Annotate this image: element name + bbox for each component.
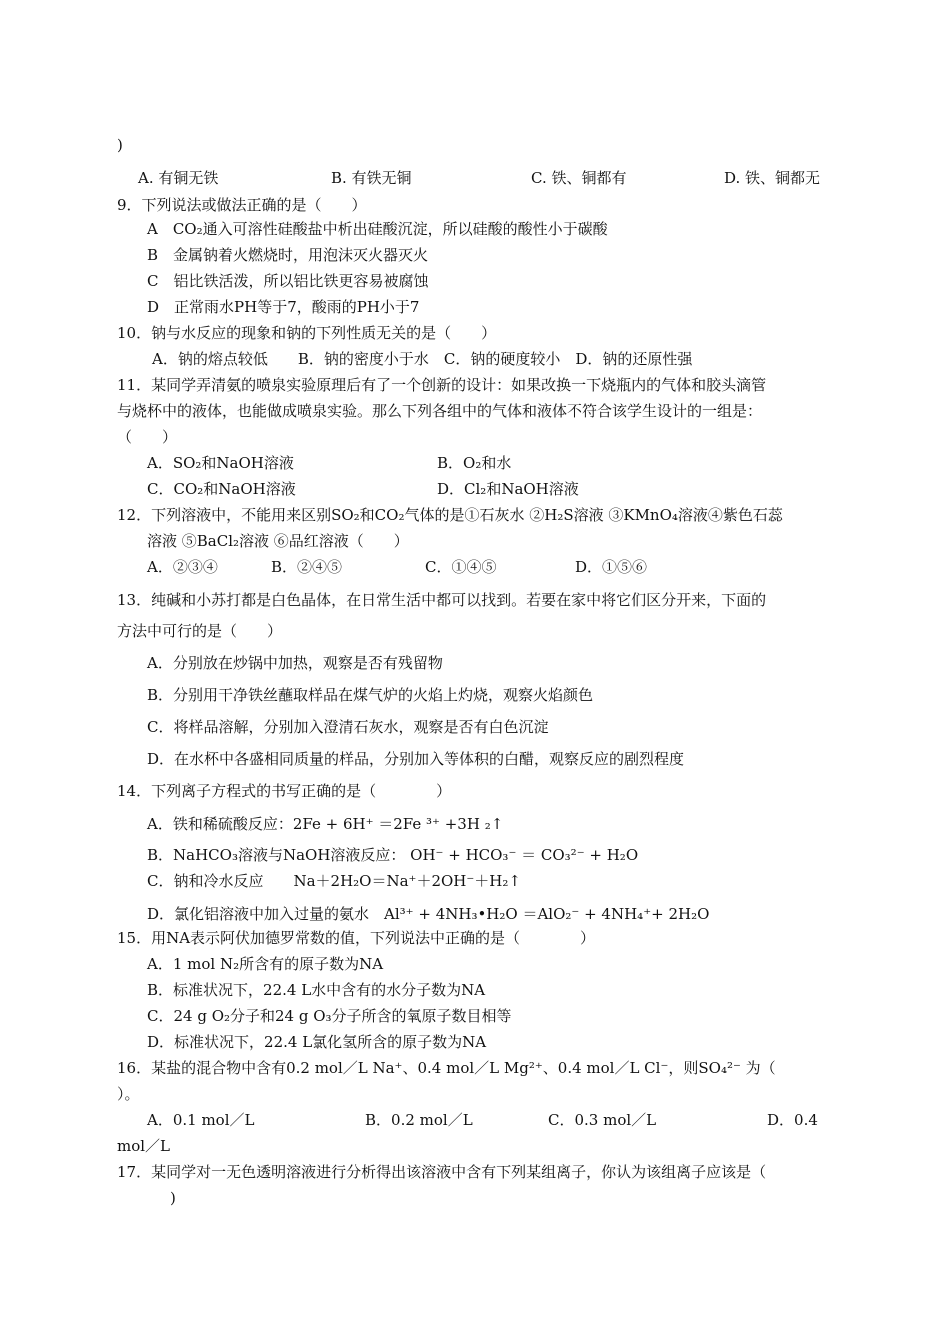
text-line: 溶液 ⑤BaCl₂溶液 ⑥品红溶液（ ） xyxy=(147,532,409,550)
question-9: 9．下列说法或做法正确的是（ ） xyxy=(117,196,367,214)
text-line: A．分别放在炒锅中加热，观察是否有残留物 xyxy=(147,654,443,672)
question-15: 15．用NA表示阿伏加德罗常数的值，下列说法中正确的是（ ） xyxy=(117,929,596,947)
question-14: 14．下列离子方程式的书写正确的是（ ） xyxy=(117,782,452,800)
option: D．0.4 xyxy=(767,1111,818,1129)
text-line: B 金属钠着火燃烧时，用泡沫灭火器灭火 xyxy=(147,246,429,264)
text-line: A．钠的熔点较低 B．钠的密度小于水 C．钠的硬度较小 D．钠的还原性强 xyxy=(152,350,693,368)
text-line: ）。 xyxy=(117,1085,140,1103)
text-line: （ ） xyxy=(117,428,178,446)
option: D．①⑤⑥ xyxy=(575,558,648,576)
text-line: C．24 g O₂分子和24 g O₃分子所含的氧原子数目相等 xyxy=(147,1007,512,1025)
text-line: B．分别用干净铁丝蘸取样品在煤气炉的火焰上灼烧，观察火焰颜色 xyxy=(147,686,594,704)
text-line: D．氯化铝溶液中加入过量的氨水 Al³⁺ + 4NH₃•H₂O ＝AlO₂⁻ + 4NH₄⁺+ 2H₂O xyxy=(147,905,710,923)
question-16: 16．某盐的混合物中含有0.2 mol／L Na⁺、0.4 mol／L Mg²⁺、0.4 mol／L Cl⁻，则SO₄²⁻ 为（ xyxy=(117,1059,776,1077)
option: C．CO₂和NaOH溶液 xyxy=(147,480,296,498)
text-line: B．NaHCO₃溶液与NaOH溶液反应： OH⁻ + HCO₃⁻ ＝ CO₃²⁻ + H₂O xyxy=(147,846,639,864)
option: B. 有铁无铜 xyxy=(331,169,412,187)
text-line: ) xyxy=(170,1189,176,1207)
option: A．0.1 mol／L xyxy=(147,1111,255,1129)
option: D. 铁、铜都无 xyxy=(724,169,821,187)
text-line: 方法中可行的是（ ） xyxy=(117,622,283,640)
text-line: D．在水杯中各盛相同质量的样品，分别加入等体积的白醋，观察反应的剧烈程度 xyxy=(147,750,685,768)
text-line: ) xyxy=(117,136,123,154)
question-10: 10．钠与水反应的现象和钠的下列性质无关的是（ ） xyxy=(117,324,497,342)
text-line: 与烧杯中的液体，也能做成喷泉实验。那么下列各组中的气体和液体不符合该学生设计的一组是： xyxy=(117,402,763,420)
option: C．0.3 mol／L xyxy=(548,1111,657,1129)
option: A. 有铜无铁 xyxy=(138,169,219,187)
text-line: B．标准状况下，22.4 L水中含有的水分子数为NA xyxy=(147,981,486,999)
option: B．O₂和水 xyxy=(437,454,512,472)
option: A．SO₂和NaOH溶液 xyxy=(147,454,294,472)
text-line: D．标准状况下，22.4 L氯化氢所含的原子数为NA xyxy=(147,1033,487,1051)
option: C. 铁、铜都有 xyxy=(531,169,627,187)
question-17: 17．某同学对一无色透明溶液进行分析得出该溶液中含有下列某组离子，你认为该组离子应该是（ xyxy=(117,1163,767,1181)
text-line: C．将样品溶解，分别加入澄清石灰水，观察是否有白色沉淀 xyxy=(147,718,549,736)
option: B．0.2 mol／L xyxy=(365,1111,473,1129)
option: B．②④⑤ xyxy=(271,558,343,576)
text-line: mol／L xyxy=(117,1137,171,1155)
question-12: 12．下列溶液中，不能用来区别SO₂和CO₂气体的是①石灰水 ②H₂S溶液 ③KMnO₄溶液④紫色石蕊 xyxy=(117,506,783,524)
question-11: 11．某同学弄清氨的喷泉实验原理后有了一个创新的设计：如果改换一下烧瓶内的气体和胶头滴管 xyxy=(117,376,767,394)
text-line: A．1 mol N₂所含有的原子数为NA xyxy=(147,955,384,973)
option: C．①④⑤ xyxy=(425,558,497,576)
option: A．②③④ xyxy=(147,558,218,576)
option: D．Cl₂和NaOH溶液 xyxy=(437,480,579,498)
text-line: A CO₂通入可溶性硅酸盐中析出硅酸沉淀，所以硅酸的酸性小于碳酸 xyxy=(147,220,608,238)
text-line: C．钠和冷水反应 Na＋2H₂O＝Na⁺＋2OH⁻＋H₂↑ xyxy=(147,872,521,890)
text-line: C 铝比铁活泼，所以铝比铁更容易被腐蚀 xyxy=(147,272,429,290)
text-line: D 正常雨水PH等于7，酸雨的PH小于7 xyxy=(147,298,420,316)
question-13: 13．纯碱和小苏打都是白色晶体，在日常生活中都可以找到。若要在家中将它们区分开来，下面的 xyxy=(117,591,767,609)
text-line: A．铁和稀硫酸反应：2Fe + 6H⁺ ＝2Fe ³⁺ +3H ₂↑ xyxy=(147,815,504,833)
